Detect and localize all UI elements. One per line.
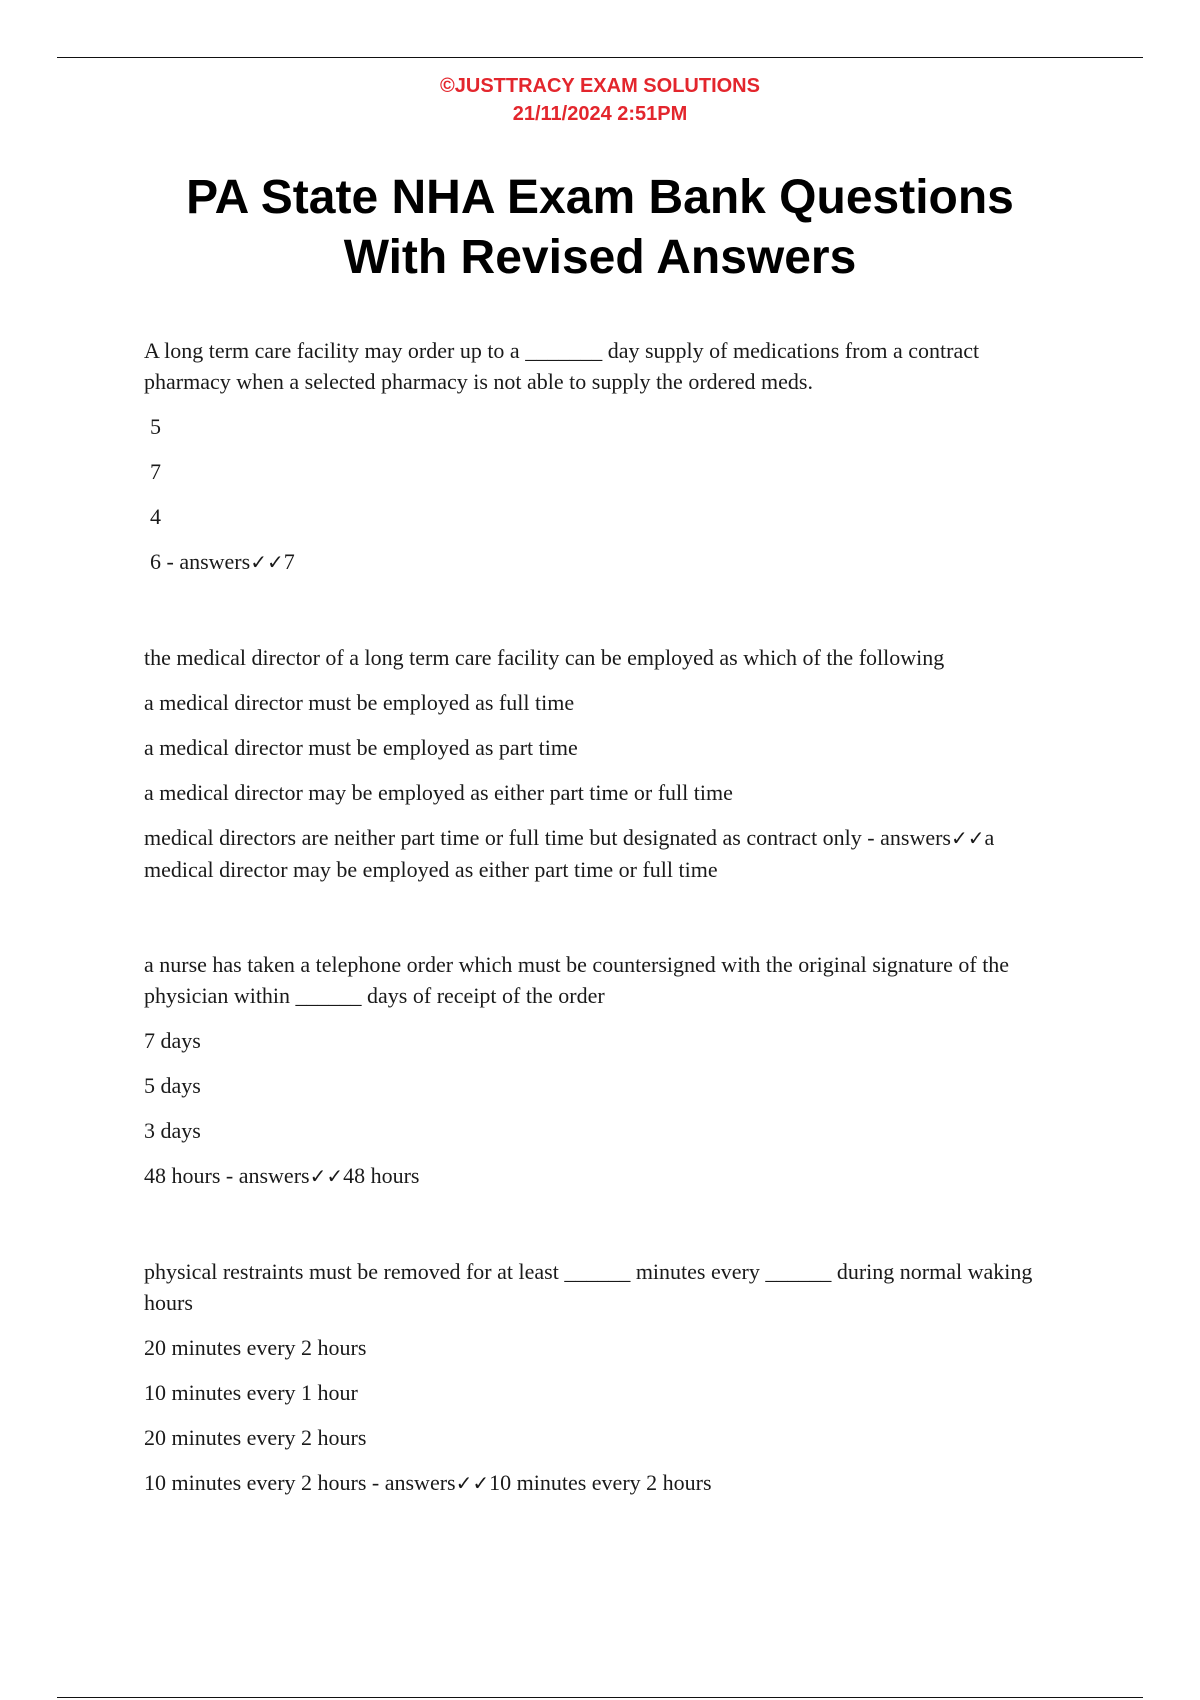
question-block-4 [144, 1256, 1064, 1499]
correct-answer: 48 hours [343, 1163, 420, 1188]
option: 4 [150, 504, 161, 529]
option: 7 days [144, 1028, 201, 1053]
bottom-rule [57, 1697, 1143, 1698]
document-header [0, 72, 1200, 128]
document-title [0, 168, 1200, 288]
last-option: 48 hours - answers [144, 1163, 310, 1188]
double-check-icon: ✓✓ [455, 1471, 490, 1495]
option: 5 days [144, 1073, 201, 1098]
copyright-label: ©JUSTTRACY EXAM SOLUTIONS [440, 75, 760, 97]
last-option: 6 - answers [150, 549, 251, 574]
title-line-2: With Revised Answers [343, 231, 857, 284]
option: 10 minutes every 1 hour [144, 1380, 358, 1405]
last-option: medical directors are neither part time or full time but designated as contract only - answers [144, 825, 951, 850]
last-option: 10 minutes every 2 hours - answers [144, 1470, 456, 1495]
question-list [144, 335, 1064, 1563]
correct-answer: 7 [283, 549, 295, 574]
question-block-3 [144, 949, 1064, 1192]
question-text: physical restraints must be removed for at least ______ minutes every ______ during normal waking hours [144, 1259, 1033, 1315]
question-block-2 [144, 642, 1064, 885]
option: a medical director may be employed as either part time or full time [144, 780, 733, 805]
option: 7 [150, 459, 161, 484]
answer-line [144, 822, 1064, 885]
option: a medical director must be employed as full time [144, 690, 575, 715]
option: 5 [150, 414, 161, 439]
question-block-1 [144, 335, 1064, 578]
question-text: the medical director of a long term care facility can be employed as which of the following [144, 645, 945, 670]
correct-answer: a medical director may be employed as either part time or full time [144, 825, 995, 882]
correct-answer: 10 minutes every 2 hours [489, 1470, 712, 1495]
option: a medical director must be employed as part time [144, 735, 578, 760]
answer-line [144, 1160, 1064, 1192]
question-text: A long term care facility may order up to a _______ day supply of medications from a contract pharmacy when a selected pharmacy is not able to supply the ordered meds. [144, 338, 980, 394]
option: 20 minutes every 2 hours [144, 1425, 367, 1450]
option: 3 days [144, 1118, 201, 1143]
double-check-icon: ✓✓ [250, 550, 284, 574]
double-check-icon: ✓✓ [951, 826, 985, 850]
timestamp: 21/11/2024 2:51PM [512, 103, 688, 125]
double-check-icon: ✓✓ [309, 1164, 344, 1188]
answer-line [144, 546, 1064, 578]
answer-line [144, 1467, 1064, 1499]
title-line-1: PA State NHA Exam Bank Questions [186, 171, 1014, 224]
top-rule [57, 57, 1143, 58]
question-text: a nurse has taken a telephone order which must be countersigned with the original signature of the physician within ______ days of receipt of the order [144, 952, 1010, 1008]
option: 20 minutes every 2 hours [144, 1335, 367, 1360]
